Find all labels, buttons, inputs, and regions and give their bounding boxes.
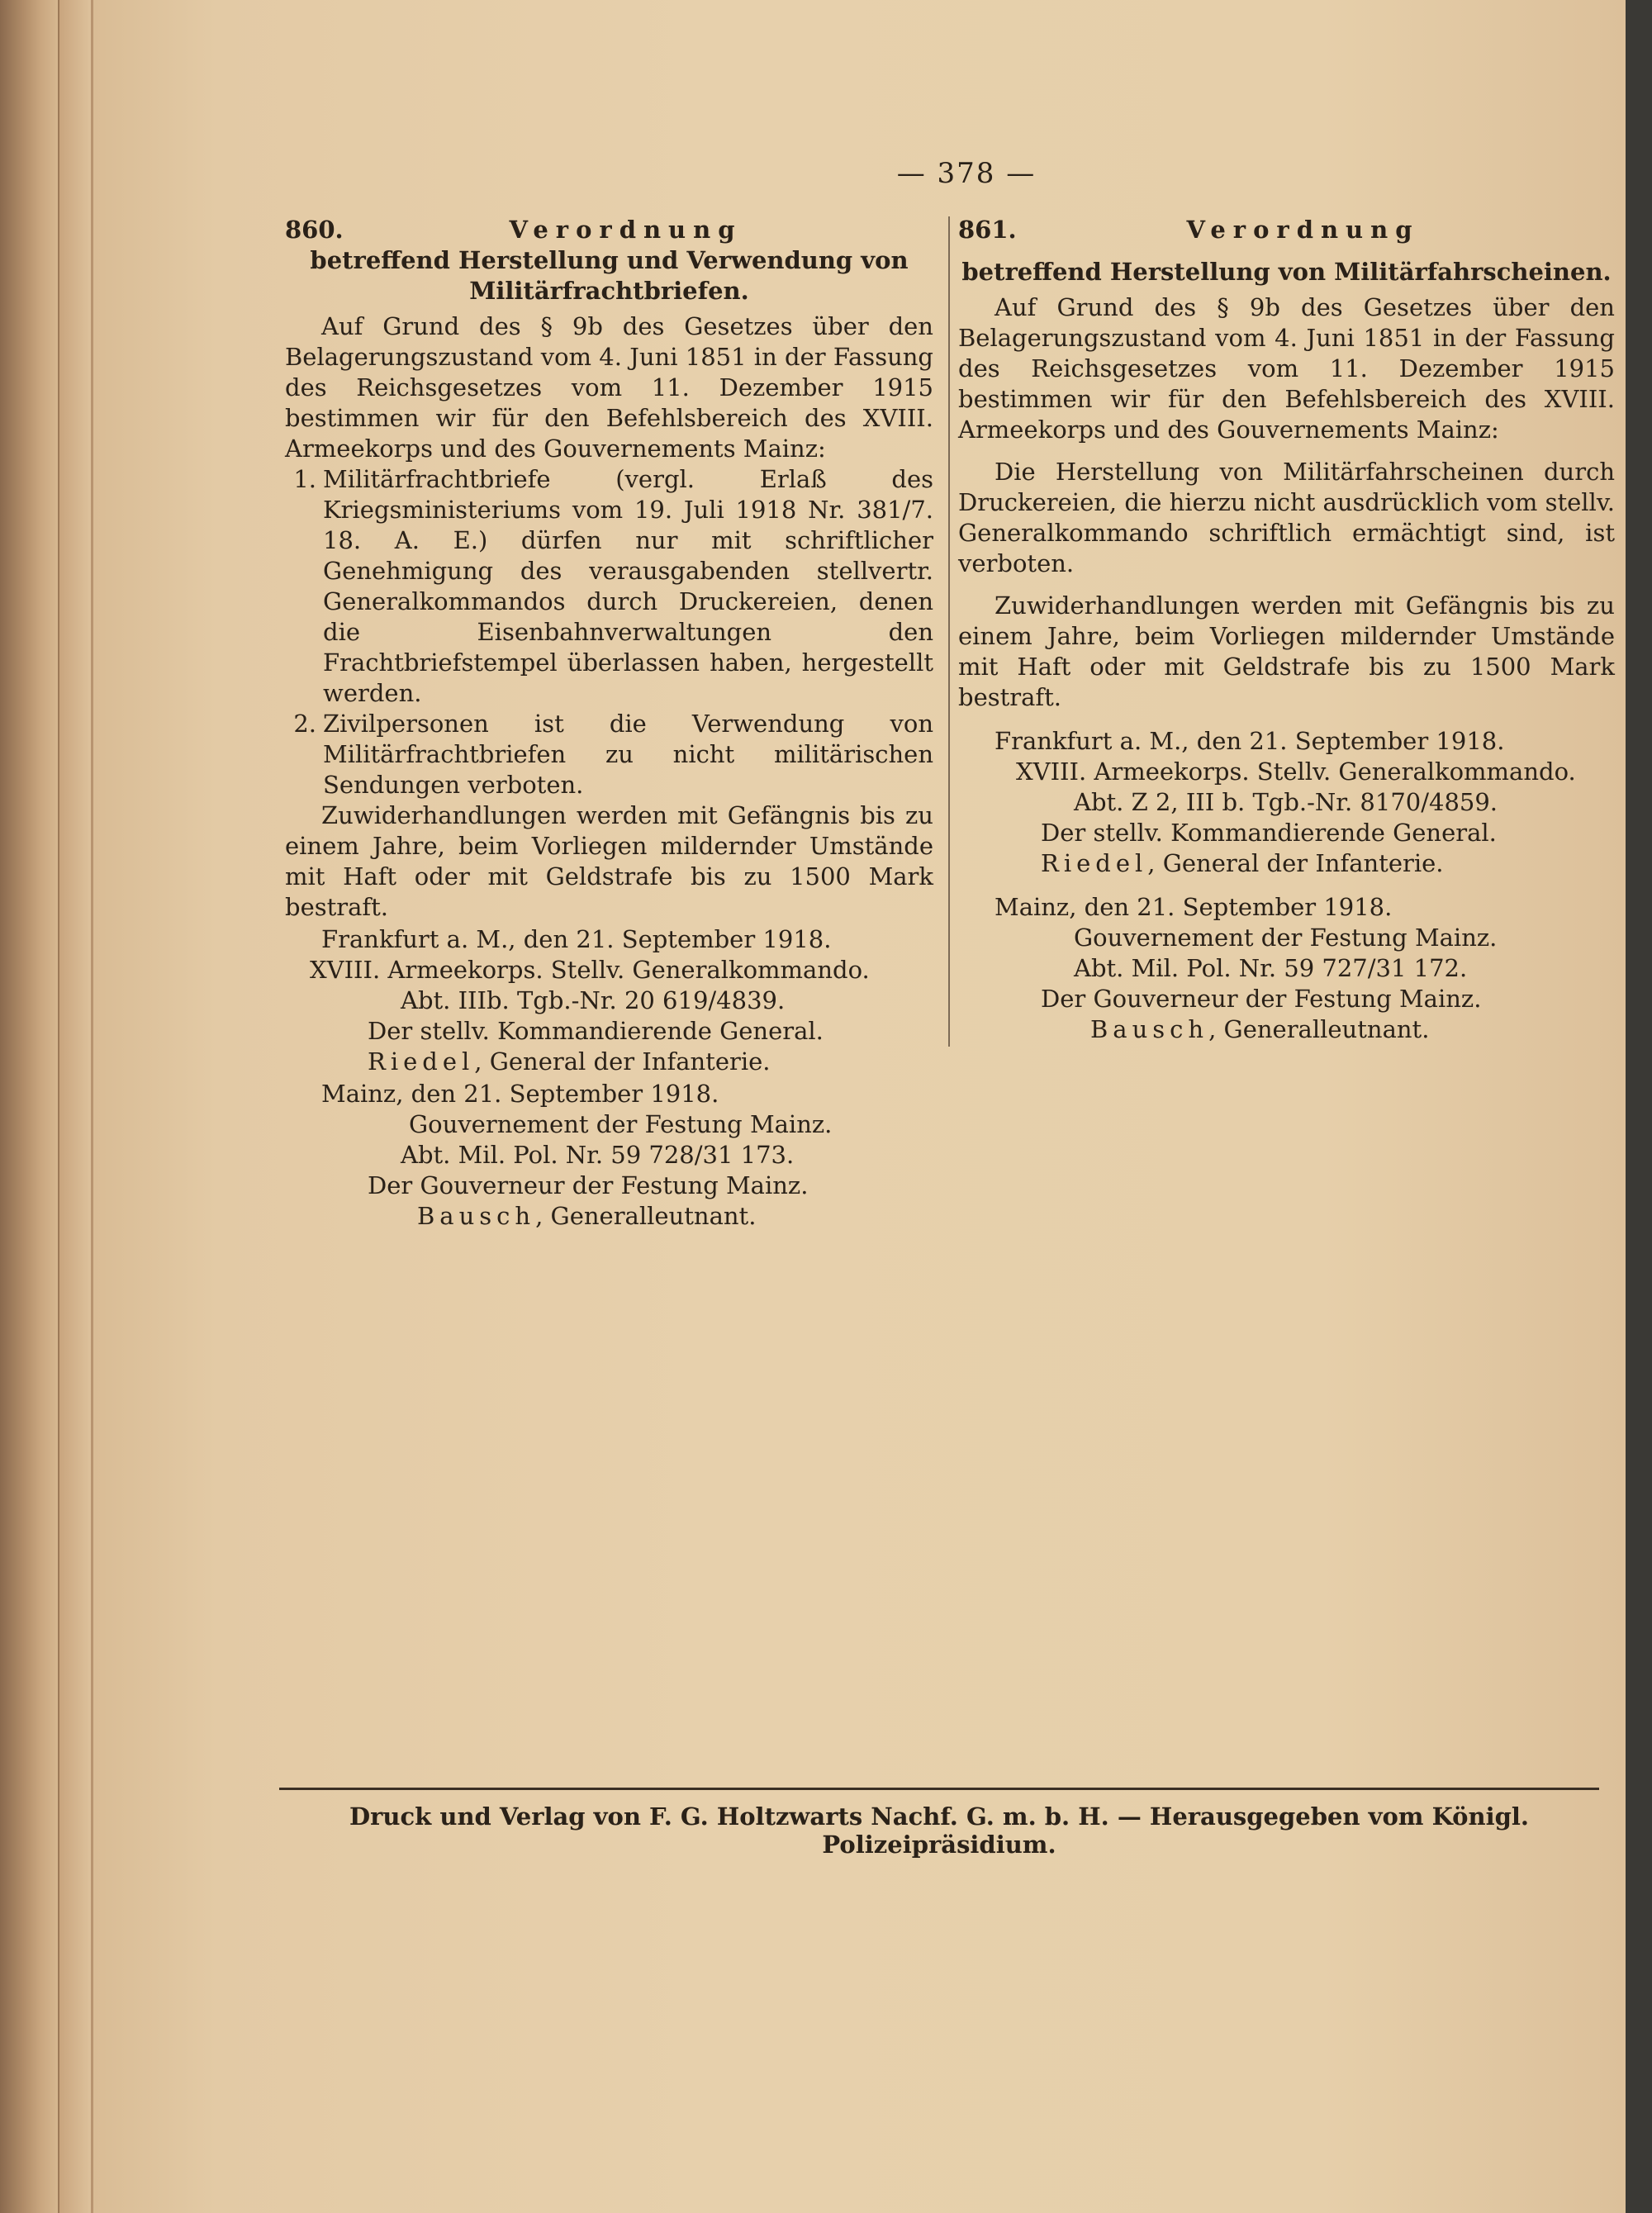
signatory xyxy=(285,1201,933,1232)
scan-background xyxy=(1626,0,1652,2213)
item-number: 1. xyxy=(293,465,316,493)
ordinance-intro: Auf Grund des § 9b des Gesetzes über den Belagerungszustand vom 4. Juni 1851 in der Fassung des Reichsgesetzes vom 11. Dezember 1915 bestimmen wir für den Befehlsbereich des XVIII. Armeekorps und des Gouvernements Mainz: xyxy=(958,293,1615,444)
issuing-authority: Gouvernement der Festung Mainz. xyxy=(409,1110,833,1138)
reference-number: Abt. Mil. Pol. Nr. 59 727/31 172. xyxy=(1074,954,1468,982)
signatory-rank: , General der Infanterie. xyxy=(1147,849,1444,877)
item-number: 2. xyxy=(293,710,316,738)
list-item xyxy=(285,709,933,800)
signatory-name: Riedel xyxy=(1041,849,1148,877)
ordinance-860 xyxy=(285,215,933,1232)
place-date: Frankfurt a. M., den 21. September 1918. xyxy=(321,925,832,953)
signatory xyxy=(958,1014,1615,1045)
signatory-name: Bausch xyxy=(1090,1015,1209,1043)
penalty-clause: Zuwiderhandlungen werden mit Gefängnis bis zu einem Jahre, beim Vorliegen mildernder Umstände mit Haft oder mit Geldstrafe bis zu 1500 Mark bestraft. xyxy=(285,801,933,921)
ordinance-body: Die Herstellung von Militärfahrscheinen durch Druckereien, die hierzu nicht ausdrücklich vom stellv. Generalkommando schriftlich ermächtigt sind, ist verboten. xyxy=(958,458,1615,577)
signatory-rank: , Generalleutnant. xyxy=(535,1202,757,1230)
ordinance-header xyxy=(958,215,1615,245)
footer-rule xyxy=(279,1788,1599,1790)
signatory-rank: , General der Infanterie. xyxy=(474,1047,771,1076)
ordinance-heading: Verordnung xyxy=(1186,216,1420,244)
ordinance-subject: betreffend Herstellung von Militärfahrscheinen. xyxy=(961,258,1612,286)
ordinance-heading: Verordnung xyxy=(509,216,743,244)
item-text: Militärfrachtbriefe (vergl. Erlaß des Kriegsministeriums vom 19. Juli 1918 Nr. 381/7. 18. A. E.) dürfen nur mit schriftlicher Genehmigung des verausgabenden stellvertr. Generalkommandos durch Druckereien, denen die Eisenbahnverwaltungen den Frachtbriefstempel überlassen haben, hergestellt werden. xyxy=(323,465,933,707)
ordinance-subject: betreffend Herstellung und Verwendung von Militärfrachtbriefen. xyxy=(310,246,909,305)
list-item xyxy=(285,464,933,709)
signatory xyxy=(958,848,1615,879)
item-text: Zivilpersonen ist die Verwendung von Militärfrachtbriefen zu nicht militärischen Sendungen verboten. xyxy=(323,710,933,799)
ordinance-number: 861. xyxy=(958,216,1017,244)
signatory-name: Bausch xyxy=(417,1202,536,1230)
issuing-authority: XVIII. Armeekorps. Stellv. Generalkommando. xyxy=(1016,757,1576,786)
ordinance-intro: Auf Grund des § 9b des Gesetzes über den Belagerungszustand vom 4. Juni 1851 in der Fassung des Reichsgesetzes vom 11. Dezember 1915 bestimmen wir für den Befehlsbereich des XVIII. Armeekorps und des Gouvernements Mainz: xyxy=(285,312,933,463)
signatory-title: Der Gouverneur der Festung Mainz. xyxy=(368,1171,809,1199)
reference-number: Abt. Mil. Pol. Nr. 59 728/31 173. xyxy=(401,1141,795,1169)
book-spine-edge xyxy=(0,0,58,2213)
place-date: Mainz, den 21. September 1918. xyxy=(995,893,1393,921)
ordinance-header xyxy=(285,215,933,245)
signatory-rank: , Generalleutnant. xyxy=(1208,1015,1430,1043)
signatory-name: Riedel xyxy=(368,1047,475,1076)
ordinance-number: 860. xyxy=(285,216,344,244)
issuing-authority: XVIII. Armeekorps. Stellv. Generalkommando. xyxy=(310,956,870,984)
signatory-title: Der stellv. Kommandierende General. xyxy=(1041,819,1497,847)
place-date: Frankfurt a. M., den 21. September 1918. xyxy=(995,727,1505,755)
imprint-footer: Druck und Verlag von F. G. Holtzwarts Nachf. G. m. b. H. — Herausgegeben vom Königl. Polizeipräsidium. xyxy=(349,1802,1529,1859)
place-date: Mainz, den 21. September 1918. xyxy=(321,1080,719,1108)
column-divider xyxy=(948,216,950,1047)
ordinance-861 xyxy=(958,215,1615,1045)
penalty-clause: Zuwiderhandlungen werden mit Gefängnis bis zu einem Jahre, beim Vorliegen mildernder Umstände mit Haft oder mit Geldstrafe bis zu 1500 Mark bestraft. xyxy=(958,591,1615,711)
page-number: — 378 — xyxy=(896,157,1037,190)
signatory-title: Der stellv. Kommandierende General. xyxy=(368,1017,824,1045)
reference-number: Abt. IIIb. Tgb.-Nr. 20 619/4839. xyxy=(401,986,786,1014)
signatory-title: Der Gouverneur der Festung Mainz. xyxy=(1041,985,1482,1013)
signatory xyxy=(285,1047,933,1077)
reference-number: Abt. Z 2, III b. Tgb.-Nr. 8170/4859. xyxy=(1074,788,1498,816)
issuing-authority: Gouvernement der Festung Mainz. xyxy=(1074,924,1498,952)
